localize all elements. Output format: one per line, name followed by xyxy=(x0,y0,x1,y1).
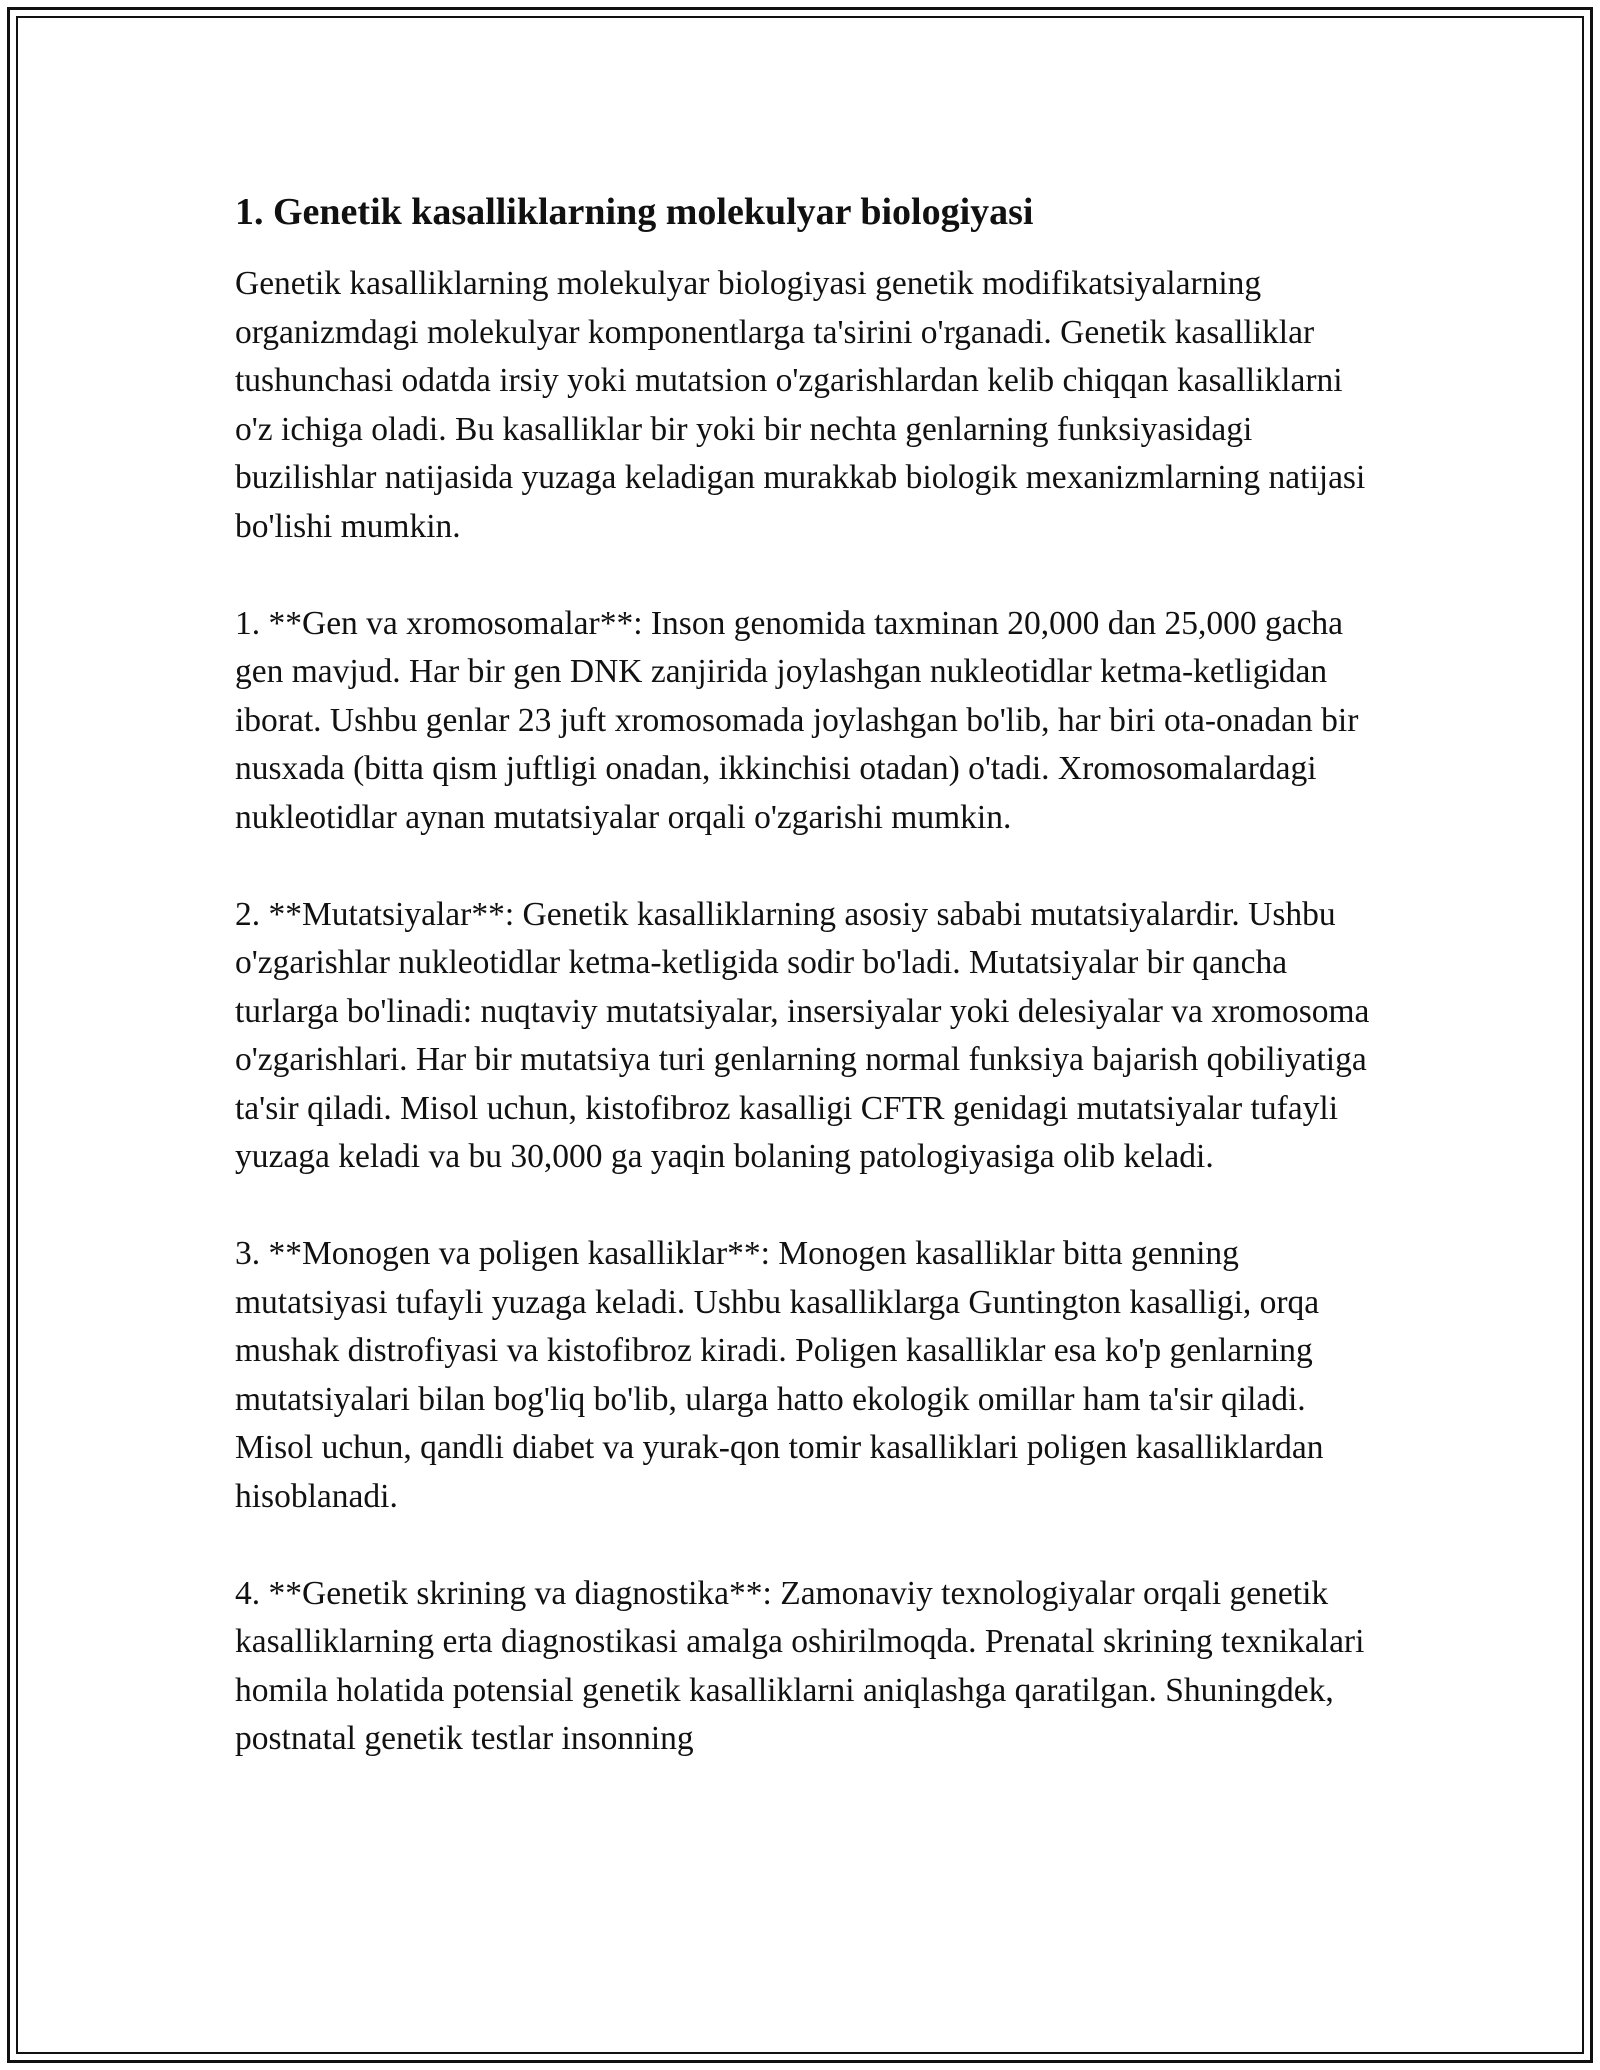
paragraph-genes-chromosomes: 1. **Gen va xromosomalar**: Inson genomida taxminan 20,000 dan 25,000 gacha gen mavjud. Har bir gen DNK zanjirida joylashgan nukleotidlar ketma-ketligidan iborat. Ushbu genlar 23 juft xromosomada joylashgan bo'lib, har biri ota-onadan bir nusxada (bitta qism juftligi onadan, ikkinchisi otadan) o'tadi. Xromosomalardagi nukleotidlar aynan mutatsiyalar orqali o'zgarishi mumkin. xyxy=(235,604,1359,836)
document-body xyxy=(235,188,1370,1812)
paragraph-screening-diagnostics: 4. **Genetik skrining va diagnostika**: Zamonaviy texnologiyalar orqali genetik kasalliklarning erta diagnostikasi amalga oshirilmoqda. Prenatal skrining texnikalari homila holatida potensial genetik kasalliklarni aniqlashga qaratilgan. Shuningdek, postnatal genetik testlar insonning xyxy=(235,1574,1365,1757)
section-heading: 1. Genetik kasalliklarning molekulyar biologiyasi xyxy=(235,191,1034,233)
intro-paragraph: Genetik kasalliklarning molekulyar biologiyasi genetik modifikatsiyalarning organizmdagi molekulyar komponentlarga ta'sirini o'rganadi. Genetik kasalliklar tushunchasi odatda irsiy yoki mutatsion o'zgarishlardan kelib chiqqan kasalliklarni o'z ichiga oladi. Bu kasalliklar bir yoki bir nechta genlarning funksiyasidagi buzilishlar natijasida yuzaga keladigan murakkab biologik mexanizmlarning natijasi bo'lishi mumkin. xyxy=(235,265,1366,545)
paragraph-mutations: 2. **Mutatsiyalar**: Genetik kasalliklarning asosiy sababi mutatsiyalardir. Ushbu o'zgarishlar nukleotidlar ketma-ketligida sodir bo'ladi. Mutatsiyalar bir qancha turlarga bo'linadi: nuqtaviy mutatsiyalar, insersiyalar yoki delesiyalar va xromosoma o'zgarishlari. Har bir mutatsiya turi genlarning normal funksiya bajarish qobiliyatiga ta'sir qiladi. Misol uchun, kistofibroz kasalligi CFTR genidagi mutatsiyalar tufayli yuzaga keladi va bu 30,000 ga yaqin bolaning patologiyasiga olib keladi. xyxy=(235,895,1370,1175)
paragraph-monogenic-polygenic: 3. **Monogen va poligen kasalliklar**: Monogen kasalliklar bitta genning mutatsiyasi tufayli yuzaga keladi. Ushbu kasalliklarga Guntington kasalligi, orqa mushak distrofiyasi va kistofibroz kiradi. Poligen kasalliklar esa ko'p genlarning mutatsiyalari bilan bog'liq bo'lib, ularga hatto ekologik omillar ham ta'sir qiladi. Misol uchun, qandli diabet va yurak-qon tomir kasalliklari poligen kasalliklardan hisoblanadi. xyxy=(235,1235,1324,1515)
